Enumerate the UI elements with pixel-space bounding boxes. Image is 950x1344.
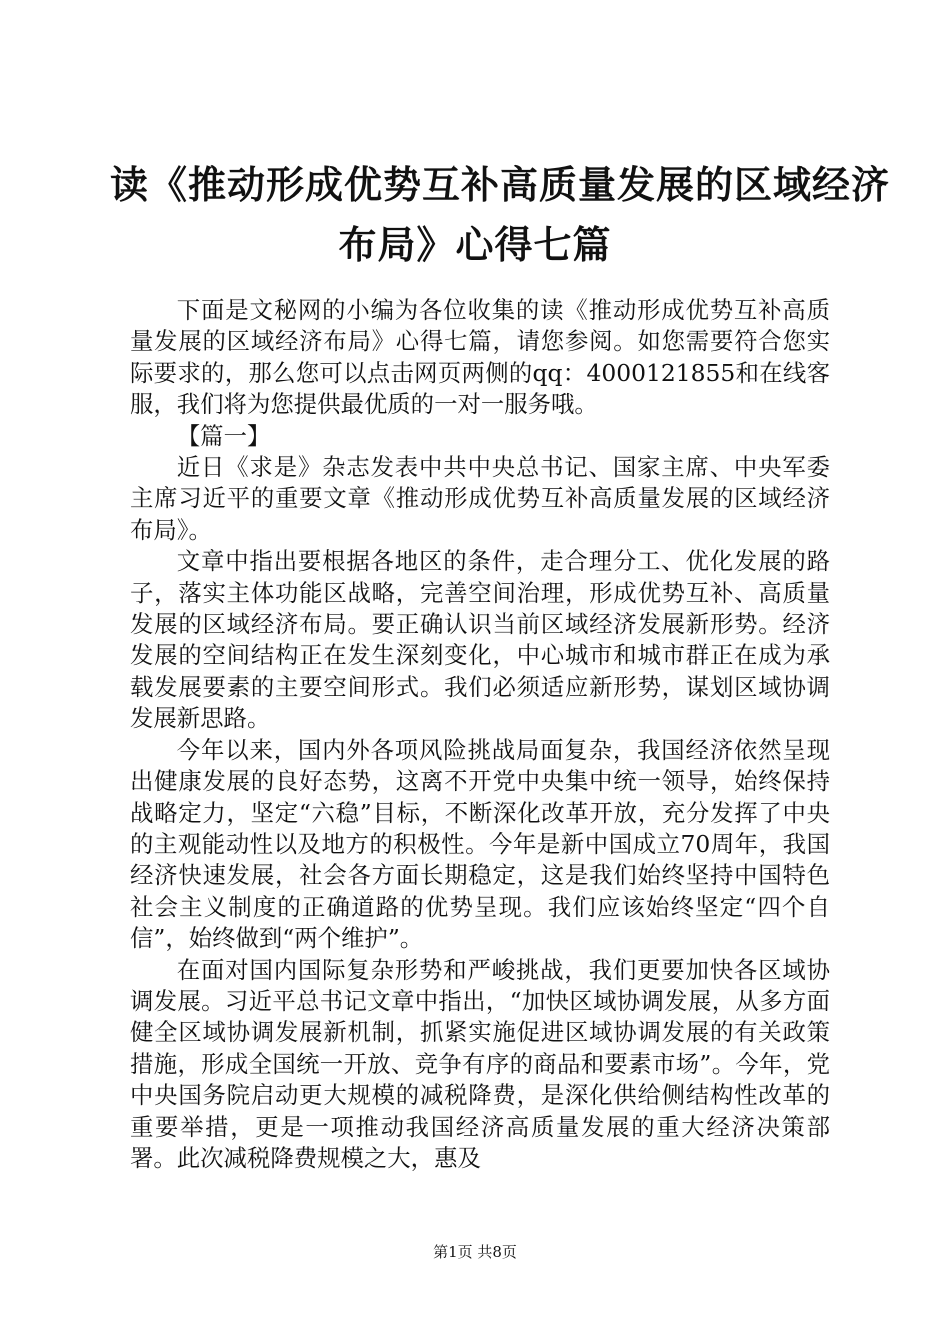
body-paragraph: 今年以来，国内外各项风险挑战局面复杂，我国经济依然呈现出健康发展的良好态势，这离不开党中央集中统一领导，始终保持战略定力，坚定“六稳”目标，不断深化改革开放，充分发挥了中央的主观能动性以及地方的积极性。今年是新中国成立70周年，我国经济快速发展，社会各方面长期稳定，这是我们始终坚持中国特色社会主义制度的正确道路的优势呈现。我们应该始终坚定“四个自信”，始终做到“两个维护”。 (130, 735, 830, 953)
body-paragraph: 在面对国内国际复杂形势和严峻挑战，我们更要加快各区域协调发展。习近平总书记文章中指出，“加快区域协调发展，从多方面健全区域协调发展新机制，抓紧实施促进区域协调发展的有关政策措施，形成全国统一开放、竞争有序的商品和要素市场”。今年，党中央国务院启动更大规模的减税降费，是深化供给侧结构性改革的重要举措，更是一项推动我国经济高质量发展的重大经济决策部署。此次减税降费规模之大，惠及 (130, 955, 830, 1172)
document-title-line-1: 读《推动形成优势互补高质量发展的区域经济 (110, 162, 891, 207)
page-footer: 第1页 共8页 (433, 1243, 517, 1261)
intro-paragraph: 下面是文秘网的小编为各位收集的读《推动形成优势互补高质量发展的区域经济布局》心得七篇，请您参阅。如您需要符合您实际要求的，那么您可以点击网页两侧的qq：4000121855和在线客服，我们将为您提供最优质的一对一服务哦。 (130, 296, 830, 419)
document-title-line-2: 布局》心得七篇 (338, 222, 612, 267)
section-heading: 【篇一】 (176, 421, 271, 450)
body-paragraph: 文章中指出要根据各地区的条件，走合理分工、优化发展的路子，落实主体功能区战略，完善空间治理，形成优势互补、高质量发展的区域经济布局。要正确认识当前区域经济发展新形势。经济发展的空间结构正在发生深刻变化，中心城市和城市群正在成为承载发展要素的主要空间形式。我们必须适应新形势，谋划区域协调发展新思路。 (130, 547, 830, 733)
document-body (130, 295, 830, 1174)
body-paragraph: 近日《求是》杂志发表中共中央总书记、国家主席、中央军委主席习近平的重要文章《推动形成优势互补高质量发展的区域经济布局》。 (130, 453, 830, 544)
